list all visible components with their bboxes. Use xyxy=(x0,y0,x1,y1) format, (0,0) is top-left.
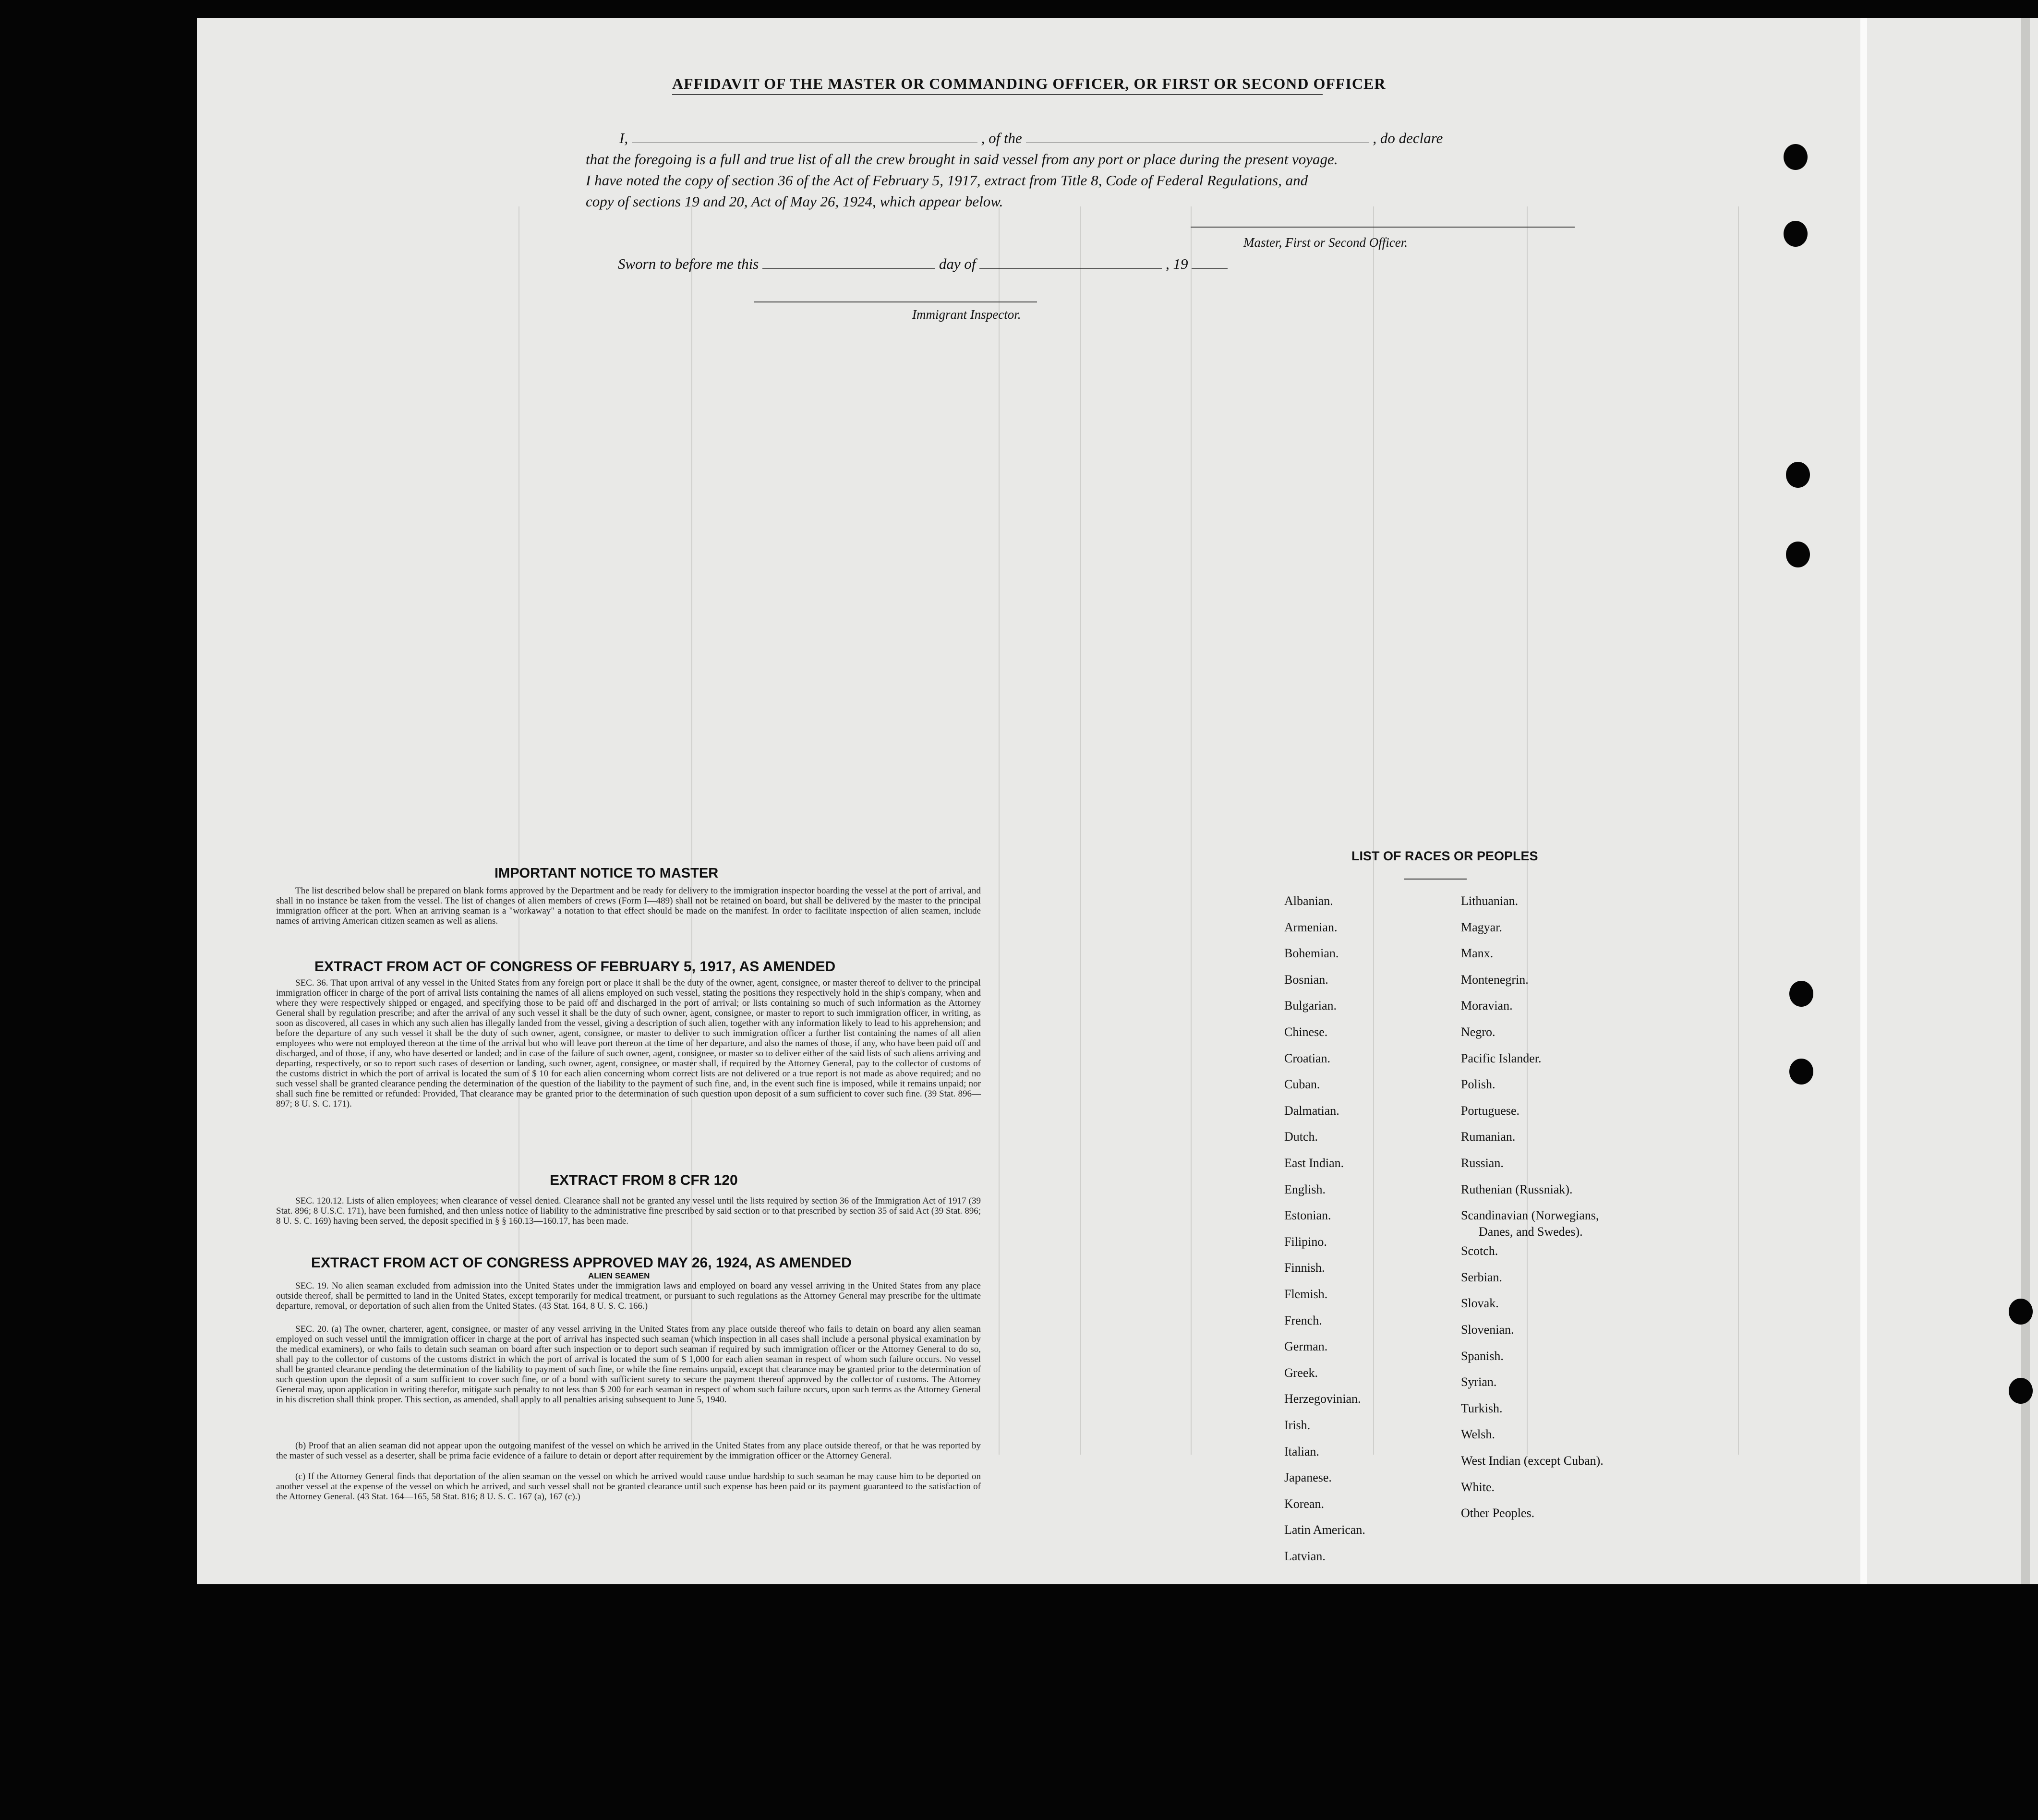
race-item: Bulgarian. xyxy=(1284,999,1337,1013)
race-item: Greek. xyxy=(1284,1365,1318,1380)
punch-hole xyxy=(2009,1299,2033,1325)
race-item: Korean. xyxy=(1284,1496,1325,1511)
race-item: Rumanian. xyxy=(1461,1130,1516,1144)
punch-hole xyxy=(1789,981,1813,1007)
vessel-field[interactable] xyxy=(1026,130,1369,143)
race-item: Scandinavian (Norwegians, xyxy=(1461,1208,1599,1223)
races-title: LIST OF RACES OR PEOPLES xyxy=(1351,849,1538,863)
i-label: I, xyxy=(619,130,628,146)
declaration-line-3: I have noted the copy of section 36 of the Act of February 5, 1917, extract from Title 8, Code of Federal Regulations, and xyxy=(586,172,1308,189)
race-item: Dutch. xyxy=(1284,1130,1318,1144)
punch-hole xyxy=(2009,1378,2033,1404)
race-item: Bosnian. xyxy=(1284,972,1328,987)
alien-seamen-subtitle: ALIEN SEAMEN xyxy=(588,1271,650,1280)
extract-cfr-title: EXTRACT FROM 8 CFR 120 xyxy=(550,1172,738,1188)
race-item: Japanese. xyxy=(1284,1470,1332,1485)
page-edge-highlight xyxy=(1860,18,1867,1584)
sworn-line xyxy=(618,255,1228,273)
race-item: Russian. xyxy=(1461,1156,1504,1170)
punch-hole xyxy=(1786,542,1810,567)
race-item: French. xyxy=(1284,1313,1322,1327)
race-item: Italian. xyxy=(1284,1444,1319,1458)
bleed-through-rule xyxy=(1373,206,1374,1455)
race-item: Slovenian. xyxy=(1461,1323,1514,1337)
declaration-line-4: copy of sections 19 and 20, Act of May 26, 1924, which appear below. xyxy=(586,193,1003,210)
sworn-month-field[interactable] xyxy=(979,256,1162,269)
race-item: Syrian. xyxy=(1461,1375,1497,1389)
race-item: Latvian. xyxy=(1284,1549,1326,1563)
sworn-year-field[interactable] xyxy=(1192,256,1228,269)
race-item: Latin American. xyxy=(1284,1523,1365,1537)
extract-1924-title: EXTRACT FROM ACT OF CONGRESS APPROVED MAY 26, 1924, AS AMENDED xyxy=(311,1255,852,1271)
inspector-signature-label: Immigrant Inspector. xyxy=(912,307,1021,322)
bleed-through-rule xyxy=(999,206,1000,1455)
race-item: Turkish. xyxy=(1461,1401,1503,1415)
sec-20c-text: (c) If the Attorney General finds that deportation of the alien seaman on the vessel on which he arrived would cause undue hardship to such seaman he may cause him to be deported on another vessel at the expense of the vessel on which he arrived, and such vessel shall not be granted clearance until such expense has been paid or its payment guaranteed to the satisfaction of the Attorney General. (43 Stat. 164—165, 58 Stat. 816; 8 U. S. C. 167 (a), 167 (c).) xyxy=(276,1471,981,1502)
race-item: Negro. xyxy=(1461,1025,1495,1039)
race-item: Polish. xyxy=(1461,1077,1495,1092)
punch-hole xyxy=(1789,1059,1813,1085)
race-item: Pacific Islander. xyxy=(1461,1051,1542,1065)
race-item: Welsh. xyxy=(1461,1427,1495,1442)
of-the-label: , of the xyxy=(981,130,1022,146)
declaration-line-2: that the foregoing is a full and true list of all the crew brought in said vessel from any port or place during the present voyage. xyxy=(586,151,1338,168)
punch-hole xyxy=(1784,144,1808,170)
race-item: German. xyxy=(1284,1339,1328,1354)
title-underline xyxy=(672,94,1323,95)
race-item: Finnish. xyxy=(1284,1261,1325,1275)
bleed-through-rule xyxy=(1527,206,1528,1455)
race-item: Herzegovinian. xyxy=(1284,1392,1361,1406)
race-item: English. xyxy=(1284,1182,1326,1196)
page-shadow xyxy=(2021,18,2030,1584)
sec-20a-text: SEC. 20. (a) The owner, charterer, agent, consignee, or master of any vessel arriving in the United States from any place outside thereof who fails to detain on board any alien seaman employed on such vessel until the immigration officer in charge at the port of arrival has inspected such seaman (which inspection in all cases shall include a personal physical examination by the medical examiners), or who fails to detain such seaman on board after such inspection or to deport such seaman if required by such immigration officer or the Attorney General to do so, shall pay to the collector of customs of the customs district in which the port of arrival is located the sum of $ 1,000 for each alien seaman in respect of whom such failure occurs. No vessel shall be granted clearance pending the determination of the liability to payment of such fine, or while the fine remains unpaid, except that clearance may be granted prior to the determination of such question upon the deposit of a sum sufficient to cover such fine, or of a bond with sufficient surety to secure the payment thereof approved by the collector of customs. The Attorney General may, upon application in writing therefor, mitigate such penalty to not less than $ 200 for each seaman in respect of whom such failure occurs, upon such terms as the Attorney General in his discretion shall think proper. This section, as amended, shall apply to all penalties arising subsequent to June 5, 1940. xyxy=(276,1324,981,1405)
race-item: Other Peoples. xyxy=(1461,1506,1535,1520)
bleed-through-rule xyxy=(1738,206,1739,1455)
master-signature-label: Master, First or Second Officer. xyxy=(1243,235,1408,250)
race-item: Chinese. xyxy=(1284,1025,1328,1039)
extract-cfr-body: SEC. 120.12. Lists of alien employees; when clearance of vessel denied. Clearance shall not be granted any vessel until the lists required by section 36 of the Immigration Act of 1917 (39 Stat. 896; 8 U.S.C. 171), have been furnished, and then unless notice of liability to the administrative fine prescribed by said section or to that prescribed by section 35 of said Act (39 Stat. 896; 8 U. S. C. 169) having been served, the deposit specified in § § 160.13—160.17, has been made. xyxy=(276,1196,981,1226)
extract-1917-body: SEC. 36. That upon arrival of any vessel in the United States from any foreign port or place it shall be the duty of the owner, agent, consignee, or master thereof to deliver to the principal immigration officer in charge of the port of arrival lists containing the names of all aliens employed on such vessel, stating the positions they respectively hold in the ship's company, when and where they were respectively shipped or engaged, and specifying those to be paid off and discharged in the port of arrival; or lists containing so much of such information as the Attorney General shall by regulation prescribe; and after the arrival of any such vessel it shall be the duty of such owner, agent, consignee, or master to report to such immigration officer, in writing, as soon as discovered, all cases in which any such alien has illegally landed from the vessel, giving a description of such alien, together with any information likely to lead to his apprehension; and before the departure of any such vessel it shall be the duty of such owner, agent, consignee, or master to deliver to such immigration officer a further list containing the names of all alien employees who were not employed thereon at the time of the arrival but who will leave port thereon at the time of her departure, and also the names of those, if any, who have been paid off and discharged, and of those, if any, who have deserted or landed; and in case of the failure of such owner, agent, consignee, or master so to deliver either of the said lists of such aliens arriving and departing, respectively, or so to report such cases of desertion or landing, such owner, agent, consignee, or master shall, if required by the Attorney General, pay to the collector of customs of the customs district in which the port of arrival is located the sum of $ 10 for each alien concerning whom correct lists are not delivered or a true report is not made as above required; and no such vessel shall be granted clearance pending the determination of the question of the liability to the payment of such fine, and, in the event such fine is imposed, while it remains unpaid; nor shall such fine be remitted or refunded: Provided, That clearance may be granted prior to the determination of such question upon deposit of a sum sufficient to cover such fine. (39 Stat. 896—897; 8 U. S. C. 171). xyxy=(276,978,981,1109)
race-item: Croatian. xyxy=(1284,1051,1331,1065)
race-item: Filipino. xyxy=(1284,1234,1327,1249)
sworn-label: Sworn to before me this xyxy=(618,255,759,272)
race-item: Spanish. xyxy=(1461,1349,1504,1363)
bleed-through-rule xyxy=(1080,206,1081,1455)
race-item: Armenian. xyxy=(1284,920,1338,934)
race-item: Bohemian. xyxy=(1284,946,1339,961)
race-item: Dalmatian. xyxy=(1284,1103,1339,1118)
master-signature-line[interactable] xyxy=(1191,227,1575,228)
race-item: Danes, and Swedes). xyxy=(1479,1225,1583,1239)
race-item: Serbian. xyxy=(1461,1270,1502,1284)
sec-20b-text: (b) Proof that an alien seaman did not appear upon the outgoing manifest of the vessel on which he arrived in the United States from any place outside thereof, or that he was reported by the master of such vessel as a deserter, shall be prima facie evidence of a failure to detain or deport after requirement by the immigration officer or the Attorney General. xyxy=(276,1441,981,1461)
race-item: West Indian (except Cuban). xyxy=(1461,1454,1604,1468)
sworn-day-field[interactable] xyxy=(762,256,935,269)
name-field[interactable] xyxy=(632,130,977,143)
race-item: White. xyxy=(1461,1480,1495,1494)
race-item: Manx. xyxy=(1461,946,1494,961)
race-item: Cuban. xyxy=(1284,1077,1320,1092)
race-item: Magyar. xyxy=(1461,920,1502,934)
race-item: East Indian. xyxy=(1284,1156,1344,1170)
bleed-through-rule xyxy=(1191,206,1192,1455)
race-item: Estonian. xyxy=(1284,1208,1331,1223)
punch-hole xyxy=(1786,462,1810,488)
race-item: Montenegrin. xyxy=(1461,972,1529,987)
race-item: Lithuanian. xyxy=(1461,894,1519,908)
race-item: Ruthenian (Russniak). xyxy=(1461,1182,1573,1196)
notice-body: The list described below shall be prepared on blank forms approved by the Department and be ready for delivery to the immigration inspector boarding the vessel at the port of arrival, and shall in no instance be taken from the vessel. The list of changes of alien members of crews (Form I—489) shall not be retained on board, but shall be delivered by the master to the principal immigration officer at the port. When an arriving seaman is a "workaway" a notation to that effect should be made on the manifest. In order to facilitate inspection of alien seamen, include names of arriving American citizen seamen as well as aliens. xyxy=(276,886,981,926)
extract-1917-title: EXTRACT FROM ACT OF CONGRESS OF FEBRUARY 5, 1917, AS AMENDED xyxy=(314,959,836,975)
notice-title: IMPORTANT NOTICE TO MASTER xyxy=(494,866,719,881)
sec-19-text: SEC. 19. No alien seaman excluded from admission into the United States under the immigration laws and employed on board any vessel arriving in the United States from any place outside thereof, shall be permitted to land in the United States, except temporarily for medical treatment, or pursuant to such regulations as the Attorney General may prescribe for the ultimate departure, removal, or deportation of such alien from the United States. (43 Stat. 164, 8 U. S. C. 166.) xyxy=(276,1281,981,1311)
race-item: Moravian. xyxy=(1461,999,1513,1013)
inspector-signature-line[interactable] xyxy=(754,301,1037,302)
race-item: Flemish. xyxy=(1284,1287,1328,1301)
race-item: Scotch. xyxy=(1461,1244,1498,1258)
punch-hole xyxy=(1784,221,1808,247)
race-item: Portuguese. xyxy=(1461,1103,1520,1118)
affidavit-title: AFFIDAVIT OF THE MASTER OR COMMANDING OFFICER, OR FIRST OR SECOND OFFICER xyxy=(672,75,1386,92)
race-item: Slovak. xyxy=(1461,1296,1499,1311)
races-title-rule xyxy=(1404,879,1467,880)
race-item: Irish. xyxy=(1284,1418,1311,1432)
race-item: Albanian. xyxy=(1284,894,1333,908)
year-label: , 19 xyxy=(1165,255,1188,272)
declaration-line-1 xyxy=(619,130,1443,147)
day-of-label: day of xyxy=(939,255,976,272)
do-declare-label: , do declare xyxy=(1373,130,1443,146)
